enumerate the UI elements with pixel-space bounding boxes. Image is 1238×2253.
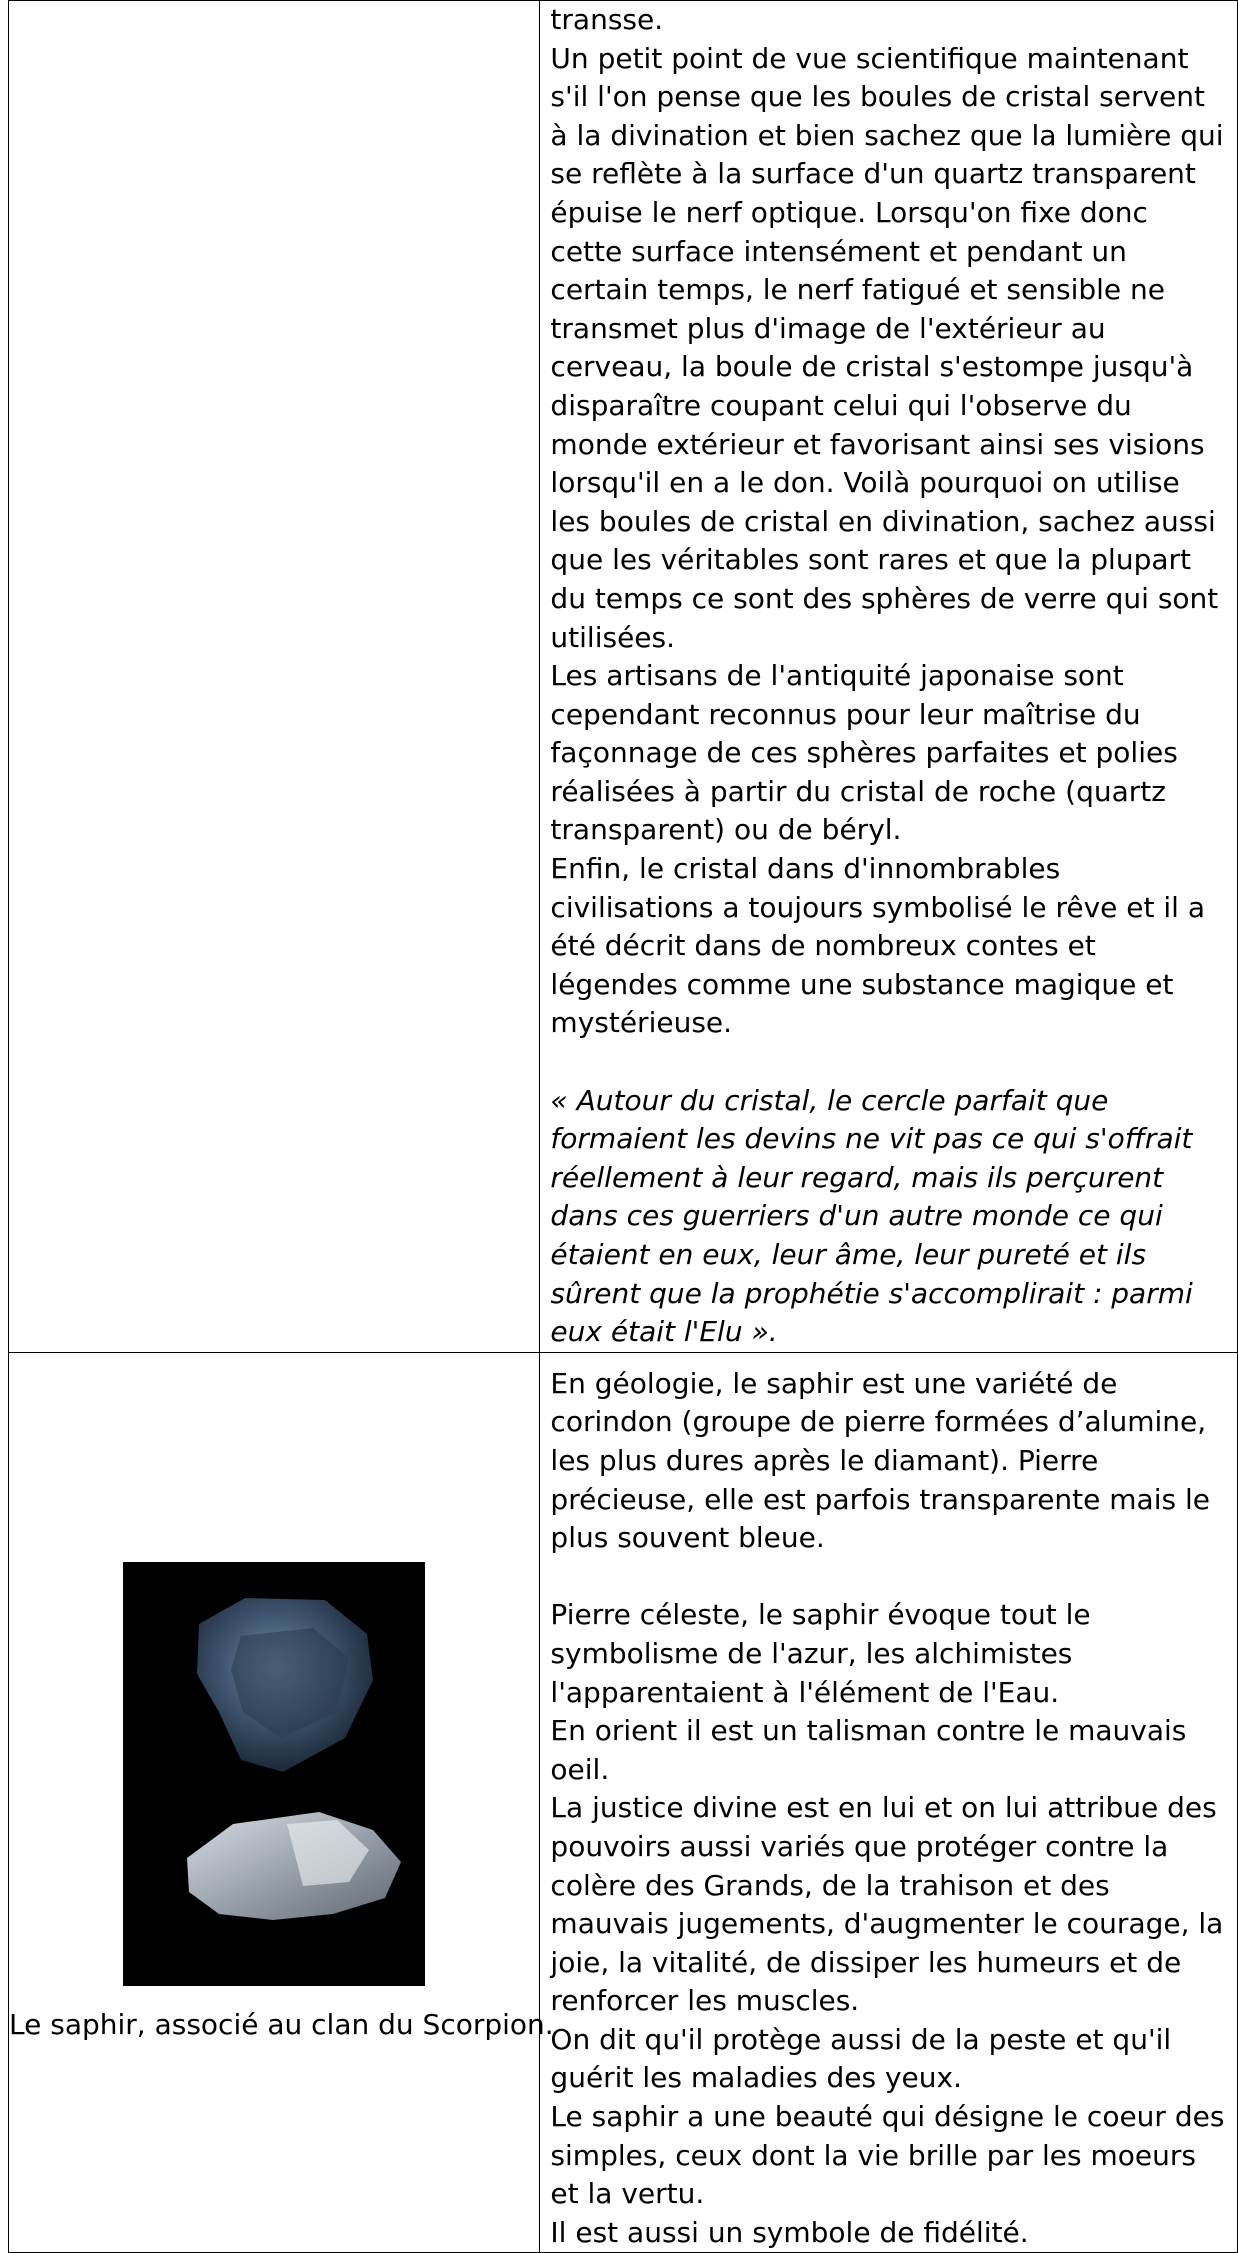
crystal-text-cell bbox=[540, 1, 1238, 1353]
spacer bbox=[550, 1558, 1227, 1597]
spacer bbox=[550, 1043, 1227, 1082]
empty-left-cell bbox=[9, 1, 540, 1353]
paragraph: Un petit point de vue scientifique maintenant s'il l'on pense que les boules de cristal servent à la divination et bien sachez que la lumière qui se reflète à la surface d'un quartz transparent épuise le nerf optique. Lorsqu'on fixe donc cette surface intensément et pendant un certain temps, le nerf fatigué et sensible ne transmet plus d'image de l'extérieur au cerveau, la boule de cristal s'estompe jusqu'à disparaître coupant celui qui l'observe du monde extérieur et favorisant ainsi ses visions lorsqu'il en a le don. Voilà pourquoi on utilise les boules de cristal en divination, sachez aussi que les véritables sont rares et que la plupart du temps ce sont des sphères de verre qui sont utilisées. bbox=[550, 41, 1224, 654]
sapphire-image-cell bbox=[9, 1352, 554, 2253]
paragraph: En géologie, le saphir est une variété de corindon (groupe de pierre formées d’alumine, les plus dures après le diamant). Pierre précieuse, elle est parfois transparente mais le plus souvent bleue. bbox=[550, 1366, 1210, 1555]
crystal-text bbox=[540, 1, 1237, 1352]
paragraph: On dit qu'il protège aussi de la peste et qu'il guérit les maladies des yeux. bbox=[550, 2022, 1172, 2095]
table-row bbox=[9, 1352, 1238, 2253]
paragraph: Il est aussi un symbole de fidélité. bbox=[550, 2215, 1029, 2249]
paragraph: Le saphir a une beauté qui désigne le coeur des simples, ceux dont la vie brille par les moeurs et la vertu. bbox=[550, 2100, 1225, 2211]
image-caption: Le saphir, associé au clan du Scorpion. bbox=[9, 2007, 554, 2041]
quote-paragraph: « Autour du cristal, le cercle parfait que formaient les devins ne vit pas ce qui s'offrait réellement à leur regard, mais ils perçurent dans ces guerriers d'un autre monde ce qui étaient en eux, leur âme, leur pureté et ils sûrent que la prophétie s'accomplirait : parmi eux était l'Elu ». bbox=[550, 1083, 1193, 1349]
paragraph: Pierre céleste, le saphir évoque tout le symbolisme de l'azur, les alchimistes l'apparentaient à l'élément de l'Eau. bbox=[550, 1598, 1091, 1709]
table-row bbox=[9, 1, 1238, 1353]
content-table bbox=[8, 0, 1238, 2253]
paragraph: transse. bbox=[550, 3, 664, 36]
paragraph: En orient il est un talisman contre le mauvais oeil. bbox=[550, 1714, 1187, 1786]
paragraph: La justice divine est en lui et on lui attribue des pouvoirs aussi variés que protéger contre la colère des Grands, de la trahison et des mauvais jugements, d'augmenter le courage, la joie, la vitalité, de dissiper les humeurs et de renforcer les muscles. bbox=[550, 1791, 1224, 2018]
sapphire-text-cell bbox=[540, 1352, 1238, 2253]
paragraph: Les artisans de l'antiquité japonaise sont cependant reconnus pour leur maîtrise du façonnage de ces sphères parfaites et polies réalisées à partir du cristal de roche (quartz transparent) ou de béryl. bbox=[550, 659, 1178, 847]
paragraph: Enfin, le cristal dans d'innombrables civilisations a toujours symbolisé le rêve et il a été décrit dans de nombreux contes et légendes comme une substance magique et mystérieuse. bbox=[550, 852, 1206, 1040]
sapphire-crystal-photo bbox=[123, 1562, 425, 1986]
sapphire-text bbox=[540, 1353, 1237, 2253]
